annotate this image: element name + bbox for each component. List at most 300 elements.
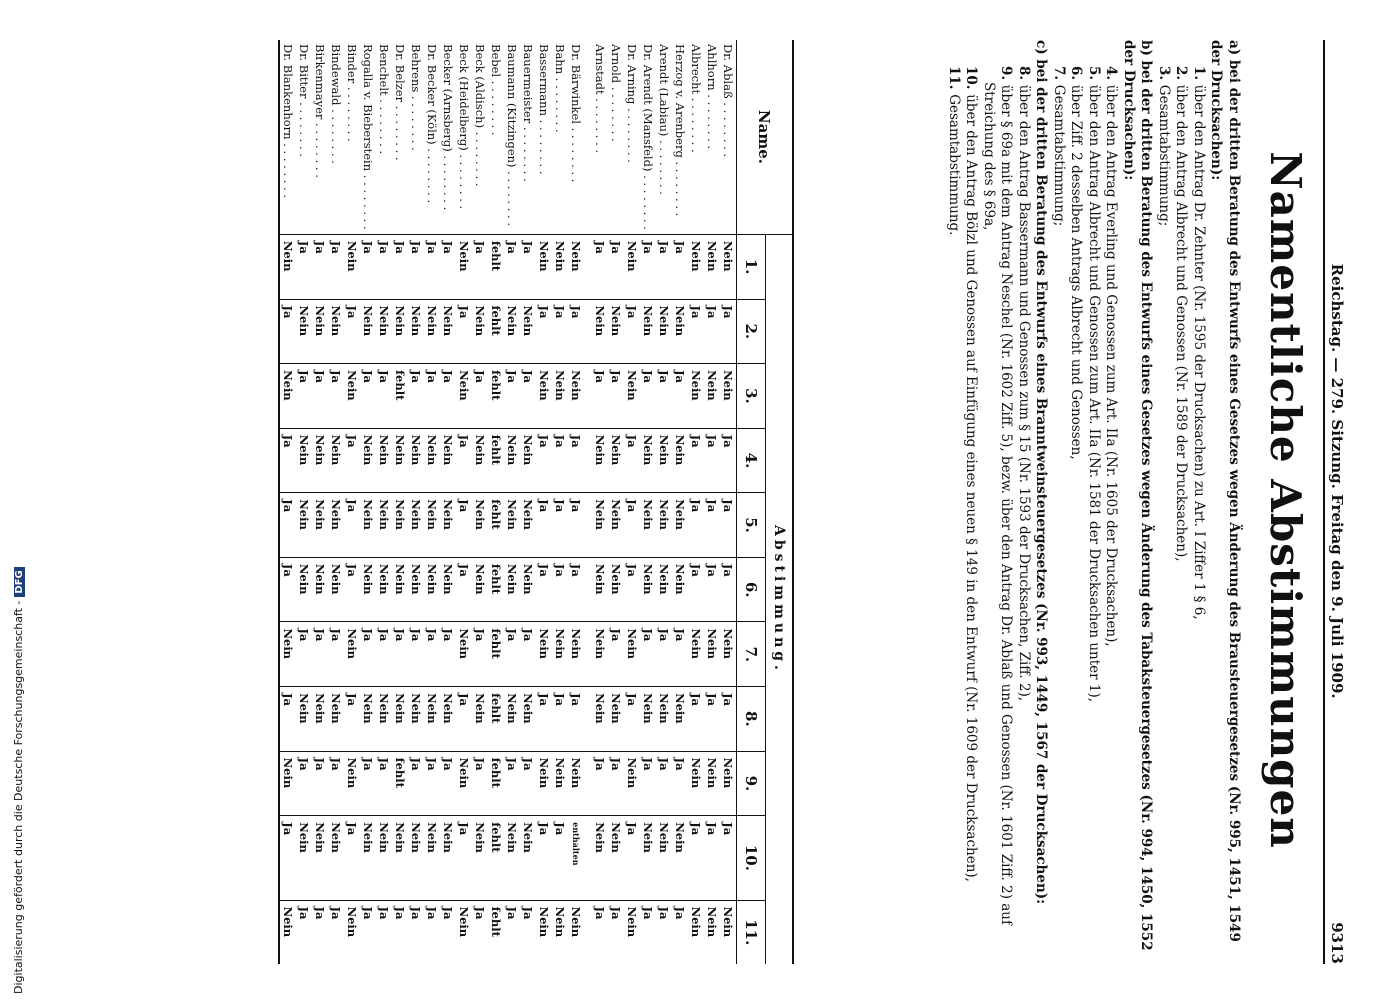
section-lead (1032, 40, 1050, 964)
vote-cell: Nein (520, 428, 536, 493)
vote-cell: Nein (456, 900, 472, 964)
vote-cell: Nein (672, 816, 688, 900)
vote-cell: Ja (640, 900, 656, 964)
vote-cell: Ja (608, 234, 624, 299)
vote-cell: Nein (592, 493, 608, 558)
member-name: Birkenmayer . . . . . . . . (312, 44, 327, 178)
vote-descriptions (944, 40, 1242, 964)
vote-cell: Nein (720, 751, 737, 816)
vote-cell: Ja (472, 622, 488, 687)
vote-cell: Ja (592, 751, 608, 816)
vote-cell: Nein (408, 816, 424, 900)
member-row (704, 40, 720, 964)
vote-cell: Nein (328, 493, 344, 558)
member-row (504, 40, 520, 964)
vote-cell: Nein (656, 816, 672, 900)
member-name: Ahlhorn . . . . . . . . (704, 44, 719, 150)
vote-cell: fehlt (488, 816, 504, 900)
digitization-credit (0, 0, 25, 1000)
vote-cell: Nein (328, 687, 344, 752)
vote-cell: Nein (640, 299, 656, 364)
vote-cell: Nein (360, 299, 376, 364)
vote-cell: Nein (424, 687, 440, 752)
vote-cell: Nein (280, 751, 296, 816)
member-row (656, 40, 672, 964)
vote-cell: Ja (608, 751, 624, 816)
vote-item (1102, 40, 1120, 964)
vote-cell: Nein (408, 299, 424, 364)
vote-item-number: 6. (1068, 66, 1084, 85)
vote-cell: fehlt (488, 493, 504, 558)
vote-cell: Ja (536, 816, 552, 900)
vote-cell: Nein (312, 816, 328, 900)
vote-cell: Ja (704, 299, 720, 364)
member-name: Bassermann . . . . . . . . (536, 44, 551, 175)
vote-cell: Nein (328, 557, 344, 622)
vote-cell: Ja (376, 622, 392, 687)
member-name: Bebel . . . . . . . . (488, 44, 503, 136)
vote-cell: Ja (360, 234, 376, 299)
vote-cell: Ja (376, 900, 392, 964)
vote-cell: Ja (408, 900, 424, 964)
vote-cell: fehlt (488, 751, 504, 816)
vote-group-header: Abstimmung. (765, 234, 792, 964)
vote-item-text: Gesamtabstimmung; (1155, 84, 1172, 227)
vote-cell: fehlt (488, 428, 504, 493)
member-name: Arnstadt . . . . . . . . (592, 44, 607, 154)
vote-cell: Ja (552, 428, 568, 493)
member-name: Dr. Blankenhorn . . . . . . . . (280, 44, 295, 199)
vote-cell: Ja (624, 816, 640, 900)
vote-cell: fehlt (392, 364, 408, 429)
vote-cell: Ja (640, 364, 656, 429)
credit-text: Digitalisierung gefördert durch die Deutsche Forschungsgemeinschaft -DFG (12, 567, 25, 994)
vote-cell: Ja (720, 493, 737, 558)
vote-cell: Ja (328, 900, 344, 964)
vote-item-text: über den Antrag Albrecht und Genossen zum Art. IIa (Nr. 1581 der Drucksachen unter 1), (1085, 84, 1102, 703)
vote-cell: Ja (360, 751, 376, 816)
vote-cell: Ja (424, 364, 440, 429)
vote-cell: Nein (704, 900, 720, 964)
vote-cell: Nein (720, 622, 737, 687)
vote-cell: Ja (720, 428, 737, 493)
vote-cell: Nein (704, 364, 720, 429)
vote-item (944, 40, 962, 964)
vote-cell: Nein (440, 816, 456, 900)
vote-cell: Ja (592, 234, 608, 299)
member-name: Arendt (Labiau) . . . . . . . . (656, 44, 671, 195)
vote-cell: Nein (456, 622, 472, 687)
vote-cell: Nein (536, 900, 552, 964)
vote-cell: Ja (688, 299, 704, 364)
vote-cell: Ja (704, 493, 720, 558)
vote-cell: Ja (440, 364, 456, 429)
vote-cell: Ja (624, 557, 640, 622)
member-name: Dr. Arendt (Mansfeld) . . . . . . . . (640, 44, 655, 230)
vote-cell: Nein (552, 900, 568, 964)
member-name: Dr. Arning . . . . . . . . (624, 44, 639, 163)
vote-item (962, 40, 980, 964)
vote-cell: Ja (552, 687, 568, 752)
vote-cell: Ja (408, 234, 424, 299)
page-header (1323, 40, 1354, 964)
vote-item (1049, 40, 1067, 964)
document-page (22, 10, 1362, 990)
member-row (672, 40, 688, 964)
vote-cell: Ja (440, 234, 456, 299)
vote-cell: Nein (592, 622, 608, 687)
vote-cell: Ja (520, 364, 536, 429)
vote-cell: Ja (536, 557, 552, 622)
vote-cell: Nein (296, 299, 312, 364)
vote-cell: Nein (640, 557, 656, 622)
vote-column-header: 7. (736, 622, 765, 687)
member-name: Baumann (Kitzingen) . . . . . . . . (504, 44, 519, 227)
vote-cell: Ja (552, 299, 568, 364)
vote-cell: Ja (720, 299, 737, 364)
vote-column-header: 5. (736, 493, 765, 558)
vote-cell: Ja (656, 751, 672, 816)
vote-column-header: 4. (736, 428, 765, 493)
vote-cell: Ja (656, 900, 672, 964)
member-row (392, 40, 408, 964)
vote-cell: Nein (520, 687, 536, 752)
vote-cell: Ja (280, 687, 296, 752)
vote-cell: Nein (280, 900, 296, 964)
member-row (688, 40, 704, 964)
vote-cell: Nein (672, 428, 688, 493)
vote-cell: Nein (688, 234, 704, 299)
vote-cell: Nein (376, 493, 392, 558)
vote-cell: Ja (456, 428, 472, 493)
page-number: 9313 (1327, 922, 1346, 964)
member-row (640, 40, 656, 964)
vote-cell: Ja (568, 557, 584, 622)
member-name: Albrecht . . . . . . . . (688, 44, 703, 153)
vote-cell: Ja (280, 816, 296, 900)
vote-cell: Ja (624, 299, 640, 364)
vote-cell: Nein (440, 687, 456, 752)
member-row (592, 40, 608, 964)
vote-cell: Ja (504, 364, 520, 429)
vote-cell: Nein (280, 234, 296, 299)
vote-cell: Ja (520, 234, 536, 299)
vote-cell: Nein (472, 493, 488, 558)
vote-cell: Ja (536, 428, 552, 493)
vote-cell: Nein (360, 687, 376, 752)
vote-column-header: 2. (736, 299, 765, 364)
vote-cell: Ja (656, 234, 672, 299)
vote-cell: Ja (408, 751, 424, 816)
vote-cell: Nein (568, 900, 584, 964)
vote-cell: Nein (392, 687, 408, 752)
vote-cell: Nein (376, 557, 392, 622)
vote-cell: Ja (360, 900, 376, 964)
member-row (552, 40, 568, 964)
vote-cell: Ja (568, 299, 584, 364)
vote-cell: Nein (552, 364, 568, 429)
vote-cell: fehlt (488, 299, 504, 364)
vote-cell: Ja (408, 364, 424, 429)
vote-cell: Ja (720, 816, 737, 900)
vote-cell: Nein (392, 493, 408, 558)
vote-item (1084, 40, 1102, 964)
vote-cell: Nein (536, 622, 552, 687)
vote-cell: Nein (536, 751, 552, 816)
vote-cell: Nein (672, 557, 688, 622)
vote-cell: Nein (504, 687, 520, 752)
vote-cell: Nein (312, 493, 328, 558)
vote-cell: Ja (504, 234, 520, 299)
vote-cell: Nein (344, 364, 360, 429)
vote-cell: Nein (360, 428, 376, 493)
vote-cell: Nein (624, 234, 640, 299)
vote-cell: Ja (640, 622, 656, 687)
vote-cell: Nein (408, 493, 424, 558)
vote-cell: Nein (704, 751, 720, 816)
vote-cell: Ja (424, 234, 440, 299)
vote-item-number: 9. (998, 66, 1014, 85)
vote-cell: Nein (536, 234, 552, 299)
vote-cell: Ja (440, 900, 456, 964)
vote-cell: Nein (376, 428, 392, 493)
vote-cell: Ja (280, 557, 296, 622)
vote-cell: Nein (456, 751, 472, 816)
vote-cell: Nein (656, 428, 672, 493)
vote-cell: Ja (376, 751, 392, 816)
member-name: Beck (Aldisch) . . . . . . . . (472, 44, 487, 187)
vote-cell: Ja (296, 900, 312, 964)
vote-cell: Nein (688, 751, 704, 816)
vote-item-text: über den Antrag Albrecht und Genossen (Nr. 1589 der Drucksachen), (1173, 84, 1189, 562)
vote-cell: Ja (328, 751, 344, 816)
vote-cell: Ja (672, 622, 688, 687)
vote-cell: Ja (472, 751, 488, 816)
vote-cell: fehlt (488, 234, 504, 299)
vote-cell: Nein (592, 687, 608, 752)
vote-cell: Nein (552, 234, 568, 299)
vote-table (278, 40, 794, 964)
vote-cell: Nein (328, 816, 344, 900)
vote-item (1154, 40, 1172, 964)
vote-cell: fehlt (488, 900, 504, 964)
vote-cell: Ja (568, 428, 584, 493)
member-row (408, 40, 424, 964)
vote-cell: Ja (296, 751, 312, 816)
vote-cell: Nein (424, 428, 440, 493)
vote-cell: Nein (520, 493, 536, 558)
vote-column-header: 3. (736, 364, 765, 429)
vote-column-header: 11. (736, 900, 765, 964)
member-row (440, 40, 456, 964)
vote-cell: Nein (520, 816, 536, 900)
vote-cell: Ja (280, 428, 296, 493)
vote-cell: Nein (424, 816, 440, 900)
vote-cell: Nein (624, 622, 640, 687)
vote-cell: Ja (328, 622, 344, 687)
vote-cell: Nein (672, 299, 688, 364)
member-row (280, 40, 296, 964)
vote-cell: Nein (640, 493, 656, 558)
vote-cell: Ja (504, 900, 520, 964)
vote-cell: Ja (312, 900, 328, 964)
vote-item-text: über den Antrag Dr. Zehnter (Nr. 1595 der Drucksachen) zu Art. I Ziffer 1 § 6, (1190, 84, 1207, 620)
vote-item-text: über Ziff. 2 desselben Antrags Albrecht und Genossen, (1068, 84, 1084, 460)
vote-cell: Nein (568, 622, 584, 687)
member-name: Bahn . . . . . . . . (552, 44, 567, 133)
vote-cell: Nein (424, 557, 440, 622)
vote-cell: Ja (424, 900, 440, 964)
vote-cell: Ja (472, 234, 488, 299)
vote-cell: Ja (392, 234, 408, 299)
vote-item-number: 8. (1015, 66, 1032, 85)
vote-cell: Nein (504, 493, 520, 558)
vote-cell: Ja (504, 622, 520, 687)
vote-cell: Nein (408, 428, 424, 493)
vote-cell: Nein (608, 557, 624, 622)
vote-cell: Nein (704, 234, 720, 299)
vote-cell: Ja (568, 493, 584, 558)
vote-item (1014, 40, 1032, 964)
vote-cell: enthalten (568, 816, 584, 900)
vote-cell: Ja (520, 751, 536, 816)
vote-cell: Ja (568, 687, 584, 752)
vote-cell: Ja (392, 900, 408, 964)
vote-cell: Ja (344, 687, 360, 752)
vote-cell: Nein (624, 900, 640, 964)
vote-cell: fehlt (488, 557, 504, 622)
vote-cell: Ja (376, 364, 392, 429)
vote-cell: Nein (376, 816, 392, 900)
vote-cell: Nein (568, 364, 584, 429)
vote-cell: Nein (720, 234, 737, 299)
vote-cell: Nein (360, 557, 376, 622)
vote-cell: Ja (328, 364, 344, 429)
name-column-header: Name. (736, 40, 792, 234)
member-row (568, 40, 584, 964)
vote-cell: Ja (520, 900, 536, 964)
vote-cell: Nein (392, 299, 408, 364)
vote-cell: fehlt (392, 751, 408, 816)
vote-item-number: 4. (1103, 66, 1119, 85)
vote-cell: Nein (472, 687, 488, 752)
vote-cell: Ja (704, 687, 720, 752)
section-lead (1207, 40, 1242, 964)
vote-item (979, 40, 1014, 964)
group-spacer (584, 40, 592, 964)
vote-cell: Ja (440, 751, 456, 816)
vote-cell: Ja (608, 364, 624, 429)
vote-cell: Ja (456, 816, 472, 900)
vote-cell: Nein (504, 816, 520, 900)
vote-cell: Nein (344, 622, 360, 687)
vote-cell: Nein (472, 428, 488, 493)
vote-cell: Ja (360, 622, 376, 687)
member-name: Arnold . . . . . . . . (608, 44, 623, 142)
vote-cell: Ja (624, 687, 640, 752)
vote-item-text: Gesamtabstimmung; (1050, 84, 1067, 227)
vote-cell: Ja (312, 622, 328, 687)
vote-cell: Nein (656, 687, 672, 752)
vote-cell: Nein (504, 299, 520, 364)
vote-cell: Nein (504, 428, 520, 493)
vote-cell: Nein (608, 816, 624, 900)
vote-cell: Nein (344, 900, 360, 964)
vote-cell: Ja (704, 557, 720, 622)
member-name: Benchelt . . . . . . . . (376, 44, 391, 155)
vote-cell: Nein (720, 364, 737, 429)
vote-cell: Ja (456, 493, 472, 558)
vote-cell: Ja (656, 622, 672, 687)
vote-cell: Nein (440, 299, 456, 364)
section-lead (1119, 40, 1154, 964)
member-row (424, 40, 440, 964)
vote-cell: Nein (520, 557, 536, 622)
vote-cell: Ja (296, 622, 312, 687)
vote-cell: Nein (688, 900, 704, 964)
vote-cell: Nein (592, 816, 608, 900)
vote-cell: Nein (408, 687, 424, 752)
vote-cell: fehlt (488, 364, 504, 429)
member-row (376, 40, 392, 964)
vote-cell: Nein (704, 622, 720, 687)
vote-cell: Ja (280, 299, 296, 364)
vote-column-header: 1. (736, 234, 765, 299)
vote-cell: Nein (624, 751, 640, 816)
vote-cell: Ja (504, 751, 520, 816)
vote-cell: Ja (552, 557, 568, 622)
vote-cell: Nein (456, 364, 472, 429)
vote-cell: Nein (656, 493, 672, 558)
vote-cell: Nein (376, 687, 392, 752)
section-lead-text: a) bei der dritten Beratung des Entwurfs eines Gesetzes wegen Änderung des Brausteuergesetzes (Nr. 995, 1451, 1549 der Drucksachen): (1208, 40, 1242, 942)
header-title: Reichstag. — 279. Sitzung. Freitag den 9. Juli 1909. (1327, 263, 1346, 699)
vote-cell: Ja (624, 493, 640, 558)
vote-cell: Nein (592, 428, 608, 493)
vote-cell: Ja (312, 751, 328, 816)
vote-cell: Ja (688, 687, 704, 752)
vote-cell: fehlt (488, 687, 504, 752)
member-name: Dr. Becker (Köln) . . . . . . . . (424, 44, 439, 204)
vote-cell: Ja (440, 622, 456, 687)
vote-cell: Nein (688, 364, 704, 429)
vote-item (1067, 40, 1085, 964)
vote-item-text: über den Antrag Bassermann und Genossen zum § 15 (Nr. 1593 der Drucksachen, Ziff. 2), (1015, 84, 1032, 702)
vote-cell: Nein (296, 687, 312, 752)
vote-cell: Nein (592, 557, 608, 622)
vote-cell: Ja (552, 816, 568, 900)
vote-cell: Ja (456, 687, 472, 752)
vote-cell: Nein (296, 557, 312, 622)
vote-cell: Nein (328, 299, 344, 364)
member-name: Herzog v. Arenberg . . . . . . . . (672, 44, 687, 217)
vote-column-header: 8. (736, 687, 765, 752)
vote-cell: Nein (624, 364, 640, 429)
vote-cell: Nein (392, 557, 408, 622)
vote-cell: Ja (608, 900, 624, 964)
vote-cell: Nein (280, 622, 296, 687)
vote-item-text: über § 69a mit dem Antrag Neschel (Nr. 1602 Ziff. 5), bezw. über den Antrag Dr. Ablaß und Genossen (Nr. 1601 Ziff. 2) auf Streichung des § 69a, (980, 82, 1014, 926)
vote-cell: Ja (672, 364, 688, 429)
vote-column-header: 9. (736, 751, 765, 816)
vote-cell: Ja (344, 557, 360, 622)
vote-cell: Nein (552, 622, 568, 687)
vote-cell: Ja (592, 900, 608, 964)
vote-cell: Nein (568, 751, 584, 816)
vote-item-number: 5. (1085, 66, 1102, 85)
vote-cell: Ja (608, 622, 624, 687)
vote-cell: Ja (376, 234, 392, 299)
